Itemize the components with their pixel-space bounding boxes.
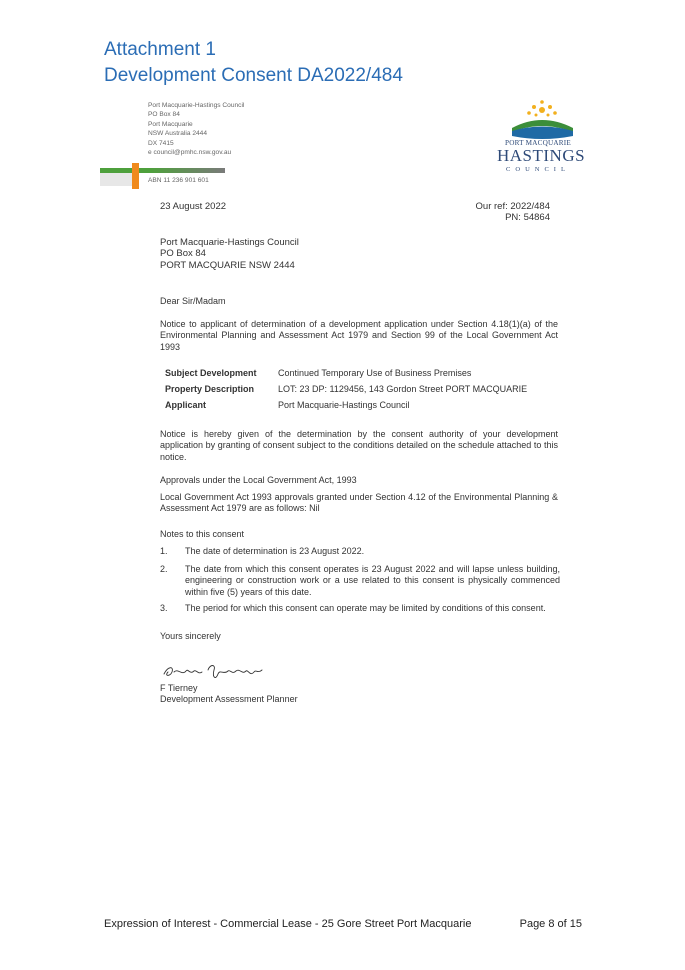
address-line: Port Macquarie-Hastings Council: [160, 237, 299, 248]
detail-value: Port Macquarie-Hastings Council: [278, 400, 410, 410]
signer-block: [160, 683, 298, 706]
abn-number: ABN 11 236 901 601: [148, 177, 209, 184]
note-number: 1.: [160, 546, 168, 556]
logo-text-top: PORT MACQUARIE: [505, 139, 571, 147]
handwritten-signature: [160, 660, 280, 682]
letterhead-line: Port Macquarie: [148, 120, 193, 128]
note-text: The date of determination is 23 August 2022.: [185, 546, 365, 556]
pn-number: PN: 54864: [505, 212, 550, 224]
approvals-text: Local Government Act 1993 approvals granted under Section 4.12 of the Environmental Planning & Assessment Act 1979 are as follows: Nil: [160, 492, 558, 514]
address-line: PO Box 84: [160, 248, 206, 260]
table-row: [165, 384, 527, 400]
document-title: Development Consent DA2022/484: [104, 65, 403, 86]
note-number: 2.: [160, 564, 168, 574]
footer-document-title: Expression of Interest - Commercial Lease - 25 Gore Street Port Macquarie: [104, 918, 472, 930]
notice-title-text: Notice to applicant of determination of a development application under Section 4.18(1)(a) of the Environmental Planning and Assessment Act 1979 and Section 99 of the Local Government Act 1993: [160, 319, 558, 352]
detail-value: Continued Temporary Use of Business Premises: [278, 368, 472, 378]
notice-title: [160, 319, 558, 353]
letterhead-line: e council@pmhc.nsw.gov.au: [148, 149, 232, 157]
note-number: 3.: [160, 603, 168, 613]
letterhead-decor-block: [100, 172, 132, 186]
detail-value: LOT: 23 DP: 1129456, 143 Gordon Street PORT MACQUARIE: [278, 384, 528, 394]
letterhead-decor-accent: [132, 163, 139, 189]
table-row: [165, 400, 527, 416]
address-line: PORT MACQUARIE NSW 2444: [160, 259, 295, 271]
letterhead-line: PO Box 84: [148, 111, 180, 119]
attachment-heading: Attachment 1: [104, 39, 216, 60]
notice-given-paragraph: [160, 429, 558, 463]
note-text: The period for which this consent can operate may be limited by conditions of this consent.: [185, 603, 546, 613]
logo-text-bottom: COUNCIL: [506, 166, 570, 173]
detail-label: Subject Development: [165, 368, 257, 378]
table-row: [165, 368, 527, 384]
logo-text-main: HASTINGS: [497, 146, 586, 165]
letterhead-decor-bar: [100, 168, 225, 173]
notes-heading: Notes to this consent: [160, 529, 245, 539]
list-item: [160, 546, 560, 557]
letterhead-line: NSW Australia 2444: [148, 130, 208, 138]
salutation: Dear Sir/Madam: [160, 296, 226, 306]
note-text: The date from which this consent operates is 23 August 2022 and will lapse unless building, engineering or construction work or a use related to this consent is physically commenced within five (5) years of this date.: [185, 564, 560, 597]
recipient-address: [160, 237, 299, 271]
list-item: [160, 564, 560, 598]
page-number: Page 8 of 15: [519, 918, 582, 930]
application-details-table: [165, 368, 527, 416]
notice-given-text: Notice is hereby given of the determination by the consent authority of your development application by granting of consent subject to the conditions detailed on the schedule attached to this notice.: [160, 429, 558, 462]
signer-title: Development Assessment Planner: [160, 694, 298, 705]
detail-label: Applicant: [165, 400, 207, 410]
detail-label: Property Description: [165, 384, 255, 394]
letterhead-line: DX 7415: [148, 139, 174, 147]
closing: Yours sincerely: [160, 631, 221, 641]
approvals-paragraph: [160, 492, 558, 515]
council-letterhead: [148, 101, 244, 157]
approvals-heading: Approvals under the Local Government Act, 1993: [160, 475, 357, 485]
letter-date: 23 August 2022: [160, 201, 227, 212]
signer-name: F Tierney: [160, 683, 198, 693]
reference-block: [476, 201, 550, 224]
letterhead-line: Port Macquarie-Hastings Council: [148, 102, 245, 109]
our-ref: Our ref: 2022/484: [475, 201, 550, 212]
list-item: [160, 603, 560, 614]
